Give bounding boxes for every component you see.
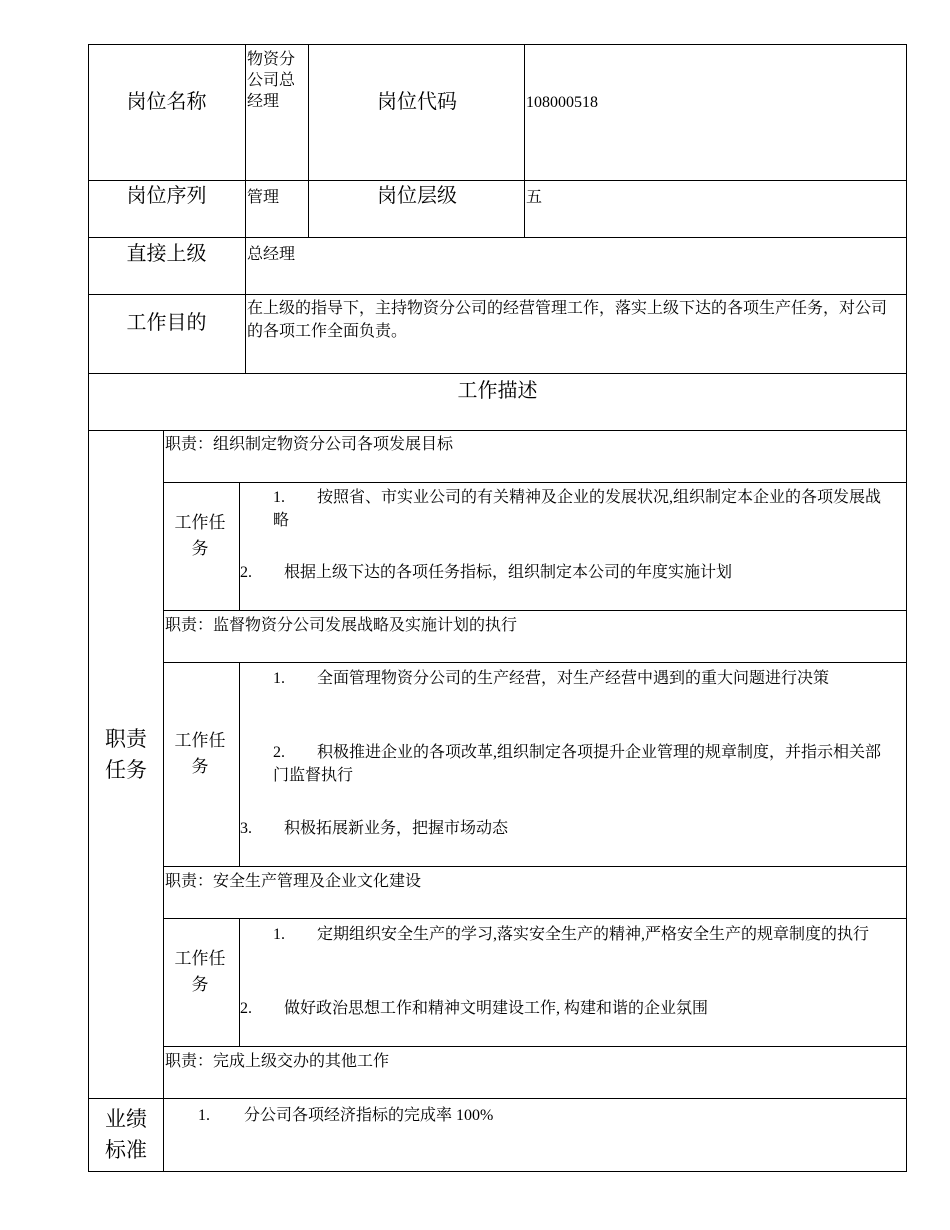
table-border-top <box>88 44 907 45</box>
job-description-table <box>88 44 907 1172</box>
performance-number: 1. <box>198 1107 210 1124</box>
task-text: 根据上级下达的各项任务指标，组织制定本公司的年度实施计划 <box>284 564 733 581</box>
purpose-value: 在上级的指导下，主持物资分公司的经营管理工作，落实上级下达的各项生产任务，对公司的各项工作全面负责。 <box>247 300 888 340</box>
row-divider <box>163 482 907 483</box>
supervisor-value: 总经理 <box>247 246 296 263</box>
task-number: 2. <box>240 564 252 581</box>
row-divider <box>163 1046 907 1047</box>
task-text: 积极拓展新业务，把握市场动态 <box>284 820 509 837</box>
duty-title: 职责：安全生产管理及企业文化建设 <box>165 873 422 890</box>
duty-title: 职责：组织制定物资分公司各项发展目标 <box>165 436 454 453</box>
table-border-right <box>906 44 907 1172</box>
duty-title: 职责：监督物资分公司发展战略及实施计划的执行 <box>165 617 518 634</box>
task-text: 定期组织安全生产的学习,落实安全生产的精神,严格安全生产的规章制度的执行 <box>317 926 870 943</box>
row-divider <box>88 237 907 238</box>
task-number: 3. <box>240 820 252 837</box>
col-divider <box>239 482 240 610</box>
duty-title: 职责：完成上级交办的其他工作 <box>165 1053 390 1070</box>
task-item <box>240 997 880 1020</box>
table-border-bottom <box>88 1171 907 1172</box>
row-divider <box>163 918 907 919</box>
position-code-label: 岗位代码 <box>377 91 457 113</box>
row-divider <box>88 294 907 295</box>
work-task-label: 工作任务 <box>174 949 226 994</box>
task-text: 积极推进企业的各项改革,组织制定各项提升企业管理的规章制度，并指示相关部门监督执行 <box>273 744 882 784</box>
position-series-label: 岗位序列 <box>126 185 207 207</box>
supervisor-label: 直接上级 <box>126 243 207 265</box>
work-task-label: 工作任务 <box>174 731 226 776</box>
task-item <box>273 923 888 946</box>
row-divider <box>88 1098 907 1099</box>
task-number: 1. <box>273 670 285 687</box>
task-item <box>273 741 888 787</box>
task-number: 1. <box>273 489 285 506</box>
row-divider <box>88 373 907 374</box>
task-number: 1. <box>273 926 285 943</box>
row-divider <box>163 866 907 867</box>
task-text: 做好政治思想工作和精神文明建设工作, 构建和谐的企业氛围 <box>284 1000 709 1017</box>
col-divider <box>239 918 240 1046</box>
position-series-value: 管理 <box>247 189 280 206</box>
performance-label: 业绩标准 <box>105 1107 147 1162</box>
purpose-label: 工作目的 <box>126 312 207 334</box>
performance-text: 分公司各项经济指标的完成率 100% <box>244 1107 494 1124</box>
task-item <box>273 486 888 532</box>
performance-item <box>198 1104 888 1127</box>
task-item <box>240 817 880 840</box>
table-border-left <box>88 44 89 1172</box>
task-item <box>273 667 901 690</box>
row-divider <box>88 430 907 431</box>
position-level-label: 岗位层级 <box>377 185 457 207</box>
task-number: 2. <box>240 1000 252 1017</box>
position-name-label: 岗位名称 <box>126 91 207 113</box>
work-description-title: 工作描述 <box>457 380 538 402</box>
task-number: 2. <box>273 744 285 761</box>
task-text: 全面管理物资分公司的生产经营，对生产经营中遇到的重大问题进行决策 <box>317 670 830 687</box>
position-name-value: 物资分公司总经理 <box>247 51 296 110</box>
task-text: 按照省、市实业公司的有关精神及企业的发展状况,组织制定本企业的各项发展战略 <box>273 489 882 529</box>
duties-section-label: 职责任务 <box>105 727 147 782</box>
position-code-value: 108000518 <box>526 94 598 111</box>
row-divider <box>163 662 907 663</box>
row-divider <box>163 610 907 611</box>
position-level-value: 五 <box>526 189 543 206</box>
work-task-label: 工作任务 <box>174 513 226 558</box>
task-item <box>240 561 880 584</box>
row-divider <box>88 180 907 181</box>
